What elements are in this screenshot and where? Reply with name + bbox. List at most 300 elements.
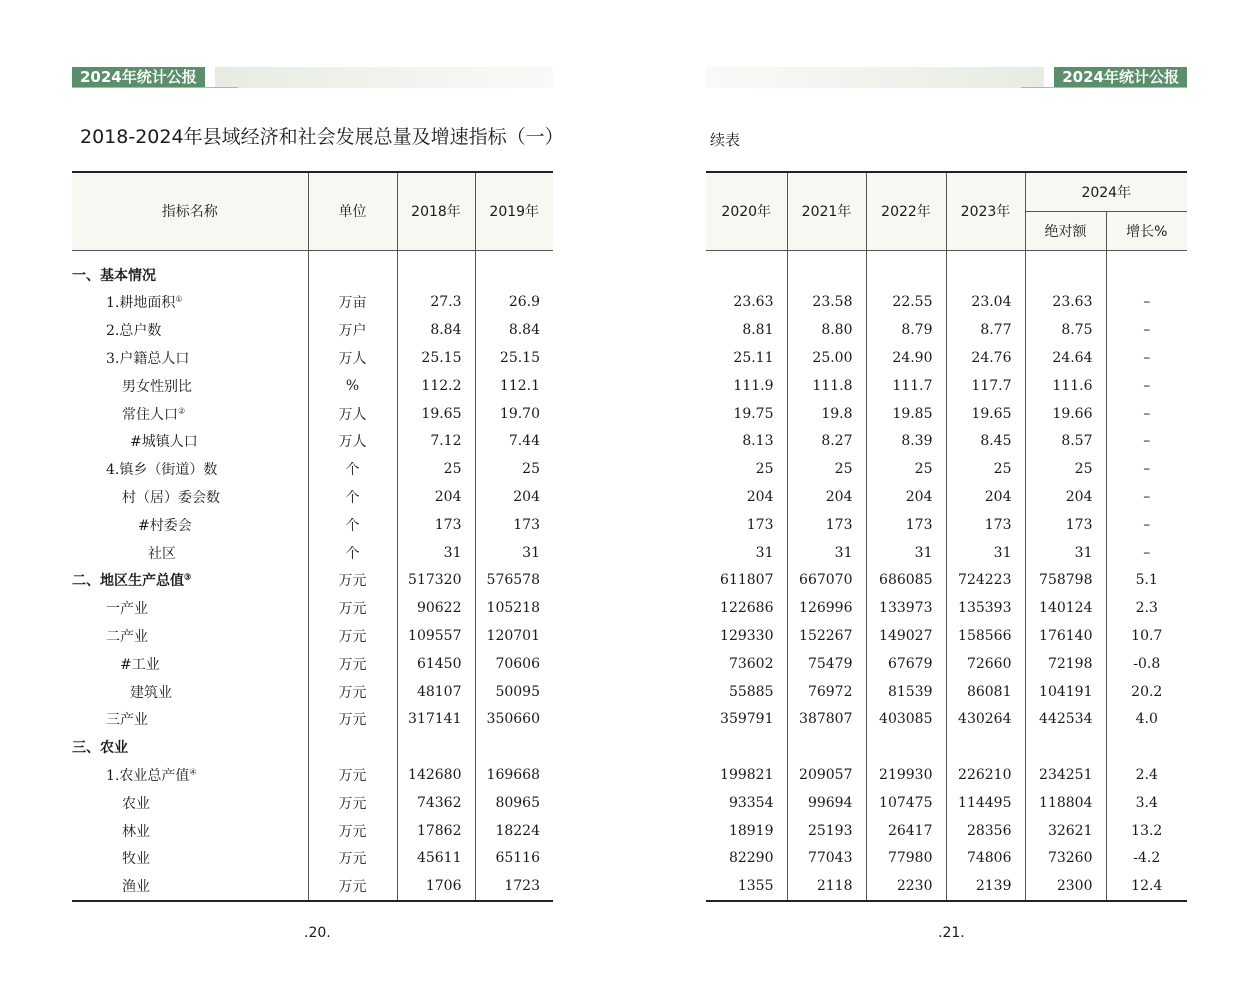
value-2019: 1723	[475, 872, 553, 901]
header-indicator-name: 指标名称	[72, 172, 308, 250]
value-2019: 50095	[475, 678, 553, 706]
table-row	[706, 872, 1187, 901]
value-2021: 126996	[787, 594, 866, 622]
table-row	[72, 761, 553, 789]
table-row	[706, 789, 1187, 817]
value-2019: 7.44	[475, 427, 553, 455]
right-banner-label: 2024年统计公报	[1054, 67, 1187, 88]
value-2024-absolute: 24.64	[1025, 344, 1106, 372]
unit-cell: 个	[308, 455, 397, 483]
table-row	[706, 539, 1187, 567]
value-2018: 8.84	[397, 316, 475, 344]
value-2024-absolute: 25	[1025, 455, 1106, 483]
value-2020: 173	[706, 511, 787, 539]
value-2018: 112.2	[397, 372, 475, 400]
value-2020: 55885	[706, 678, 787, 706]
value-2024-growth: 10.7	[1106, 622, 1187, 650]
value-2020: 25	[706, 455, 787, 483]
value-2020: 23.63	[706, 289, 787, 317]
indicator-name: #工业	[120, 656, 160, 673]
indicator-name-cell	[72, 844, 308, 872]
value-2021: 387807	[787, 705, 866, 733]
indicator-name: 三、农业	[72, 740, 128, 757]
table-row	[706, 594, 1187, 622]
indicator-name: 常住人口	[122, 406, 178, 423]
value-2020: 204	[706, 483, 787, 511]
value-2024-growth: –	[1106, 289, 1187, 317]
indicator-name: 2.总户数	[106, 323, 162, 340]
left-page-number: .20.	[304, 925, 331, 941]
indicator-name-cell	[72, 872, 308, 901]
value-2023: 226210	[946, 761, 1025, 789]
value-2018: 204	[397, 483, 475, 511]
indicator-name-cell	[72, 789, 308, 817]
indicator-name: 1.耕地面积	[106, 295, 176, 312]
header-absolute: 绝对额	[1025, 211, 1106, 250]
value-2023: 86081	[946, 678, 1025, 706]
value-2020: 129330	[706, 622, 787, 650]
unit-cell: 万户	[308, 316, 397, 344]
value-2018: 317141	[397, 705, 475, 733]
value-2019: 105218	[475, 594, 553, 622]
table-row	[706, 372, 1187, 400]
continued-label: 续表	[710, 131, 741, 149]
value-2024-growth: 3.4	[1106, 789, 1187, 817]
value-2024-absolute: 234251	[1025, 761, 1106, 789]
value-2021: 111.8	[787, 372, 866, 400]
indicator-name: 牧业	[122, 851, 150, 868]
unit-cell: 万人	[308, 400, 397, 428]
value-2018: 27.3	[397, 289, 475, 317]
indicator-name-cell	[72, 344, 308, 372]
header-2024: 2024年	[1025, 172, 1187, 211]
table-row	[72, 400, 553, 428]
indicator-name-cell	[72, 678, 308, 706]
value-2020	[706, 250, 787, 289]
header-2023: 2023年	[946, 172, 1025, 250]
value-2022: 173	[866, 511, 946, 539]
table-title: 2018-2024年县域经济和社会发展总量及增速指标（一）	[80, 126, 564, 148]
value-2022: 2230	[866, 872, 946, 901]
indicator-name-cell	[72, 483, 308, 511]
unit-cell: 万元	[308, 678, 397, 706]
value-2023: 158566	[946, 622, 1025, 650]
value-2024-growth: 12.4	[1106, 872, 1187, 901]
value-2024-absolute: 442534	[1025, 705, 1106, 733]
table-row	[72, 483, 553, 511]
value-2024-absolute	[1025, 733, 1106, 761]
value-2020: 199821	[706, 761, 787, 789]
value-2020: 93354	[706, 789, 787, 817]
value-2022: 25	[866, 455, 946, 483]
value-2022: 133973	[866, 594, 946, 622]
table-row	[706, 817, 1187, 845]
value-2022: 19.85	[866, 400, 946, 428]
value-2023: 135393	[946, 594, 1025, 622]
value-2024-absolute: 19.66	[1025, 400, 1106, 428]
value-2024-growth: –	[1106, 344, 1187, 372]
value-2024-growth: –	[1106, 483, 1187, 511]
value-2022: 686085	[866, 566, 946, 594]
table-row	[72, 622, 553, 650]
value-2021: 8.27	[787, 427, 866, 455]
unit-cell: %	[308, 372, 397, 400]
value-2021: 152267	[787, 622, 866, 650]
unit-cell: 个	[308, 483, 397, 511]
table-row	[706, 483, 1187, 511]
value-2019: 18224	[475, 817, 553, 845]
value-2022	[866, 733, 946, 761]
value-2021: 209057	[787, 761, 866, 789]
value-2019	[475, 733, 553, 761]
value-2024-absolute: 2300	[1025, 872, 1106, 901]
indicator-name-cell	[72, 539, 308, 567]
value-2018: 19.65	[397, 400, 475, 428]
value-2018: 61450	[397, 650, 475, 678]
value-2021: 25	[787, 455, 866, 483]
indicator-name: 建筑业	[130, 684, 172, 701]
value-2023	[946, 250, 1025, 289]
header-growth: 增长%	[1106, 211, 1187, 250]
value-2018: 31	[397, 539, 475, 567]
indicator-name-cell	[72, 455, 308, 483]
value-2020: 25.11	[706, 344, 787, 372]
value-2018: 109557	[397, 622, 475, 650]
value-2024-absolute: 111.6	[1025, 372, 1106, 400]
value-2024-growth: –	[1106, 511, 1187, 539]
table-row	[72, 316, 553, 344]
table-row	[72, 650, 553, 678]
value-2019: 112.1	[475, 372, 553, 400]
unit-cell: 万人	[308, 344, 397, 372]
table-row	[72, 678, 553, 706]
indicator-name-cell	[72, 705, 308, 733]
value-2024-absolute: 176140	[1025, 622, 1106, 650]
indicator-name: 渔业	[122, 879, 150, 896]
value-2021: 25193	[787, 817, 866, 845]
indicator-name: 男女性别比	[122, 378, 192, 395]
value-2022: 31	[866, 539, 946, 567]
value-2021: 75479	[787, 650, 866, 678]
value-2024-growth: -4.2	[1106, 844, 1187, 872]
indicator-name: 二、地区生产总值	[72, 573, 184, 590]
value-2020: 73602	[706, 650, 787, 678]
table-row	[706, 761, 1187, 789]
indicator-name-cell	[72, 511, 308, 539]
header-2021: 2021年	[787, 172, 866, 250]
value-2021: 31	[787, 539, 866, 567]
table-row	[72, 594, 553, 622]
header-2020: 2020年	[706, 172, 787, 250]
value-2018: 517320	[397, 566, 475, 594]
value-2024-growth: 20.2	[1106, 678, 1187, 706]
header-2022: 2022年	[866, 172, 946, 250]
value-2020: 31	[706, 539, 787, 567]
value-2023: 117.7	[946, 372, 1025, 400]
right-banner	[706, 67, 1187, 88]
header-2019: 2019年	[475, 172, 553, 250]
table-row	[706, 344, 1187, 372]
value-2020: 122686	[706, 594, 787, 622]
table-row	[706, 316, 1187, 344]
right-banner-bar	[706, 67, 1044, 88]
table-row	[72, 566, 553, 594]
value-2024-absolute	[1025, 250, 1106, 289]
value-2021: 204	[787, 483, 866, 511]
value-2019	[475, 250, 553, 289]
value-2021: 99694	[787, 789, 866, 817]
value-2022	[866, 250, 946, 289]
unit-cell: 万元	[308, 761, 397, 789]
value-2022: 111.7	[866, 372, 946, 400]
value-2024-absolute: 118804	[1025, 789, 1106, 817]
value-2022: 81539	[866, 678, 946, 706]
table-row	[706, 733, 1187, 761]
value-2023	[946, 733, 1025, 761]
left-table	[72, 171, 553, 902]
value-2024-growth: –	[1106, 539, 1187, 567]
value-2021	[787, 733, 866, 761]
value-2024-growth: 5.1	[1106, 566, 1187, 594]
indicator-name-cell	[72, 566, 308, 594]
value-2023: 72660	[946, 650, 1025, 678]
table-row	[72, 344, 553, 372]
right-page-number: .21.	[938, 925, 965, 941]
table-row	[706, 427, 1187, 455]
table-row	[706, 622, 1187, 650]
value-2020: 8.81	[706, 316, 787, 344]
indicator-name-cell	[72, 594, 308, 622]
value-2024-absolute: 8.75	[1025, 316, 1106, 344]
value-2024-growth: 2.3	[1106, 594, 1187, 622]
value-2021: 76972	[787, 678, 866, 706]
value-2018: 90622	[397, 594, 475, 622]
value-2018: 25.15	[397, 344, 475, 372]
indicator-name: 林业	[122, 823, 150, 840]
value-2023: 24.76	[946, 344, 1025, 372]
indicator-name: 二产业	[106, 628, 148, 645]
value-2024-absolute: 173	[1025, 511, 1106, 539]
value-2022: 204	[866, 483, 946, 511]
value-2022: 67679	[866, 650, 946, 678]
table-row	[72, 250, 553, 289]
value-2023: 74806	[946, 844, 1025, 872]
table-row	[706, 250, 1187, 289]
value-2019: 65116	[475, 844, 553, 872]
unit-cell: 万元	[308, 594, 397, 622]
value-2018: 17862	[397, 817, 475, 845]
value-2019: 25	[475, 455, 553, 483]
value-2022: 149027	[866, 622, 946, 650]
value-2024-absolute: 73260	[1025, 844, 1106, 872]
value-2020: 611807	[706, 566, 787, 594]
table-row	[706, 511, 1187, 539]
value-2018: 48107	[397, 678, 475, 706]
table-row	[72, 733, 553, 761]
value-2022: 24.90	[866, 344, 946, 372]
value-2024-absolute: 23.63	[1025, 289, 1106, 317]
indicator-name-cell	[72, 817, 308, 845]
value-2019: 80965	[475, 789, 553, 817]
footnote-marker: ③	[184, 571, 192, 582]
left-banner-underline	[72, 87, 238, 88]
header-2018: 2018年	[397, 172, 475, 250]
right-banner-underline	[1021, 87, 1187, 88]
value-2021	[787, 250, 866, 289]
indicator-name-cell	[72, 761, 308, 789]
unit-cell: 个	[308, 511, 397, 539]
value-2019: 204	[475, 483, 553, 511]
value-2019: 26.9	[475, 289, 553, 317]
table-row	[72, 789, 553, 817]
value-2024-absolute: 32621	[1025, 817, 1106, 845]
value-2023: 430264	[946, 705, 1025, 733]
indicator-name: 社区	[148, 545, 176, 562]
footnote-marker: ①	[175, 294, 183, 304]
table-row	[72, 372, 553, 400]
footnote-marker: ④	[189, 767, 197, 777]
indicator-name-cell	[72, 400, 308, 428]
value-2018: 25	[397, 455, 475, 483]
right-table-body	[706, 250, 1187, 901]
value-2022: 107475	[866, 789, 946, 817]
value-2024-absolute: 104191	[1025, 678, 1106, 706]
value-2019: 25.15	[475, 344, 553, 372]
unit-cell: 万元	[308, 705, 397, 733]
value-2020: 18919	[706, 817, 787, 845]
value-2024-absolute: 72198	[1025, 650, 1106, 678]
value-2024-growth: –	[1106, 372, 1187, 400]
value-2024-growth: 4.0	[1106, 705, 1187, 733]
value-2021: 173	[787, 511, 866, 539]
value-2024-growth: –	[1106, 455, 1187, 483]
right-table	[706, 171, 1187, 902]
left-banner-label: 2024年统计公报	[72, 67, 205, 88]
value-2022: 8.79	[866, 316, 946, 344]
value-2018: 74362	[397, 789, 475, 817]
value-2019: 8.84	[475, 316, 553, 344]
unit-cell: 万元	[308, 650, 397, 678]
header-unit: 单位	[308, 172, 397, 250]
value-2024-absolute: 758798	[1025, 566, 1106, 594]
value-2023: 25	[946, 455, 1025, 483]
table-row	[72, 289, 553, 317]
indicator-name: #城镇人口	[130, 434, 198, 451]
value-2018	[397, 733, 475, 761]
value-2019: 19.70	[475, 400, 553, 428]
value-2022: 26417	[866, 817, 946, 845]
value-2019: 120701	[475, 622, 553, 650]
unit-cell: 万元	[308, 817, 397, 845]
left-banner-bar	[215, 67, 553, 88]
value-2021: 8.80	[787, 316, 866, 344]
unit-cell: 万元	[308, 622, 397, 650]
indicator-name-cell	[72, 650, 308, 678]
value-2019: 31	[475, 539, 553, 567]
value-2018: 7.12	[397, 427, 475, 455]
footnote-marker: ②	[178, 405, 186, 415]
table-row	[706, 455, 1187, 483]
unit-cell	[308, 250, 397, 289]
indicator-name: 一、基本情况	[72, 267, 156, 284]
table-row	[72, 455, 553, 483]
unit-cell: 个	[308, 539, 397, 567]
value-2024-growth: 2.4	[1106, 761, 1187, 789]
indicator-name: 1.农业总产值	[106, 767, 190, 784]
value-2023: 2139	[946, 872, 1025, 901]
table-row	[706, 566, 1187, 594]
value-2018: 173	[397, 511, 475, 539]
table-row	[72, 817, 553, 845]
value-2020: 19.75	[706, 400, 787, 428]
table-row	[706, 289, 1187, 317]
value-2020: 359791	[706, 705, 787, 733]
value-2018: 1706	[397, 872, 475, 901]
unit-cell: 万元	[308, 789, 397, 817]
indicator-name-cell	[72, 427, 308, 455]
indicator-name-cell	[72, 316, 308, 344]
unit-cell: 万元	[308, 566, 397, 594]
value-2021: 77043	[787, 844, 866, 872]
table-row	[72, 511, 553, 539]
value-2020: 82290	[706, 844, 787, 872]
indicator-name-cell	[72, 622, 308, 650]
value-2020	[706, 733, 787, 761]
value-2020: 111.9	[706, 372, 787, 400]
indicator-name: 4.镇乡（街道）数	[106, 462, 218, 479]
value-2023: 28356	[946, 817, 1025, 845]
value-2024-growth: –	[1106, 427, 1187, 455]
table-row	[72, 705, 553, 733]
indicator-name: 一产业	[106, 601, 148, 618]
unit-cell: 万元	[308, 844, 397, 872]
value-2024-absolute: 31	[1025, 539, 1106, 567]
indicator-name-cell	[72, 250, 308, 289]
value-2022: 8.39	[866, 427, 946, 455]
value-2023: 204	[946, 483, 1025, 511]
value-2022: 219930	[866, 761, 946, 789]
value-2021: 19.8	[787, 400, 866, 428]
value-2023: 724223	[946, 566, 1025, 594]
table-row	[72, 427, 553, 455]
value-2023: 173	[946, 511, 1025, 539]
value-2023: 8.45	[946, 427, 1025, 455]
value-2024-growth: 13.2	[1106, 817, 1187, 845]
unit-cell	[308, 733, 397, 761]
value-2023: 31	[946, 539, 1025, 567]
value-2021: 2118	[787, 872, 866, 901]
table-row	[706, 400, 1187, 428]
indicator-name: #村委会	[138, 517, 192, 534]
value-2024-growth: –	[1106, 316, 1187, 344]
table-row	[72, 844, 553, 872]
value-2022: 22.55	[866, 289, 946, 317]
value-2023: 114495	[946, 789, 1025, 817]
table-row	[706, 678, 1187, 706]
unit-cell: 万元	[308, 872, 397, 901]
unit-cell: 万亩	[308, 289, 397, 317]
table-row	[706, 650, 1187, 678]
table-row	[706, 705, 1187, 733]
indicator-name-cell	[72, 372, 308, 400]
value-2018	[397, 250, 475, 289]
value-2024-absolute: 204	[1025, 483, 1106, 511]
value-2022: 77980	[866, 844, 946, 872]
value-2023: 19.65	[946, 400, 1025, 428]
indicator-name-cell	[72, 289, 308, 317]
value-2024-growth: –	[1106, 400, 1187, 428]
left-banner	[72, 67, 553, 88]
